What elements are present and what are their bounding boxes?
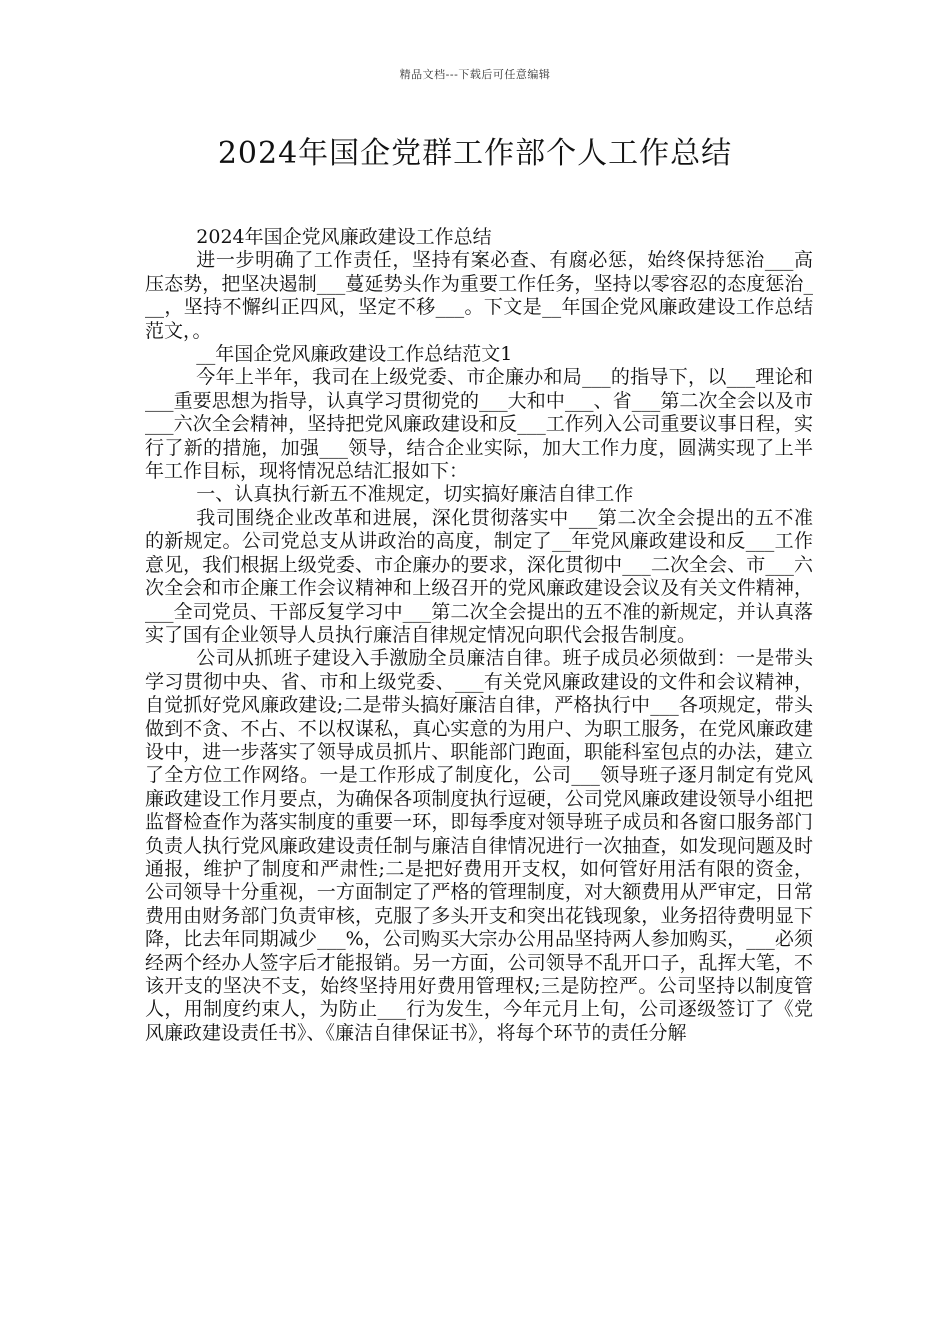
section-heading: __年国企党风廉政建设工作总结范文1: [196, 343, 513, 366]
header-note: 精品文档---下载后可任意编辑: [399, 68, 551, 81]
body-paragraph: 我司围绕企业改革和进展，深化贯彻落实中___第二次全会提出的五不准的新规定。公司党总支从讲政治的高度，制定了__年党风廉政建设和反___工作意见，我们根据上级党委、市企廉办的要求，深化贯彻中___二次全会、市___六次全会和市企廉工作会议精神和上级召开的党风廉政建设会议及有关文件精神，___全司党员、干部反复学习中___第二次全会提出的五不准的新规定，并认真落实了国有企业领导人员执行廉洁自律规定情况向职代会报告制度。: [145, 506, 813, 646]
body-paragraph: 今年上半年，我司在上级党委、市企廉办和局___的指导下，以___理论和___重要思想为指导，认真学习贯彻党的___大和中___、省___第二次全会以及市___六次全会精神，坚持把党风廉政建设和反___工作列入公司重要议事日程，实行了新的措施，加强___领导，结合企业实际，加大工作力度，圆满实现了上半年工作目标，现将情况总结汇报如下：: [145, 366, 813, 483]
subtitle-paragraph: 2024年国企党风廉政建设工作总结: [196, 226, 492, 248]
body-paragraph: 公司从抓班子建设入手激励全员廉洁自律。班子成员必须做到：一是带头学习贯彻中央、省、市和上级党委、___有关党风廉政建设的文件和会议精神，自觉抓好党风廉政建设;二是带头搞好廉洁自律，严格执行中___各项规定，带头做到不贪、不占、不以权谋私，真心实意的为用户、为职工服务，在党风廉政建设中，进一步落实了领导成员抓片、职能部门跑面，职能科室包点的办法，建立了全方位工作网络。一是工作形成了制度化，公司___领导班子逐月制定有党风廉政建设工作月要点，为确保各项制度执行逗硬，公司党风廉政建设领导小组把监督检查作为落实制度的重要一环，即每季度对领导班子成员和各窗口服务部门负责人执行党风廉政建设责任制与廉洁自律情况进行一次抽查，如发现问题及时通报，维护了制度和严肃性;二是把好费用开支权，如何管好用活有限的资金，公司领导十分重视，一方面制定了严格的管理制度，对大额费用从严审定，日常费用由财务部门负责审核，克服了多头开支和突出花钱现象，业务招待费明显下降，比去年同期减少___%，公司购买大宗办公用品坚持两人参加购买，___必须经两个经办人签字后才能报销。另一方面，公司领导不乱开口子，乱挥大笔，不该开支的坚决不支，始终坚持用好费用管理权;三是防控严。公司坚持以制度管人，用制度约束人，为防止___行为发生，今年元月上旬，公司逐级签订了《党风廉政建设责任书》、《廉洁自律保证书》，将每个环节的责任分解: [145, 647, 813, 1044]
document-title: 2024年国企党群工作部个人工作总结: [217, 136, 733, 171]
intro-paragraph: 进一步明确了工作责任，坚持有案必查、有腐必惩，始终保持惩治___高压态势，把坚决遏制___蔓延势头作为重要工作任务，坚持以零容忍的态度惩治___，坚持不懈纠正四风，坚定不移___。下文是__年国企党风廉政建设工作总结范文，。: [145, 249, 813, 342]
section-heading: 一、认真执行新五不准规定，切实搞好廉洁自律工作: [196, 483, 634, 506]
document-body: [145, 226, 813, 1045]
